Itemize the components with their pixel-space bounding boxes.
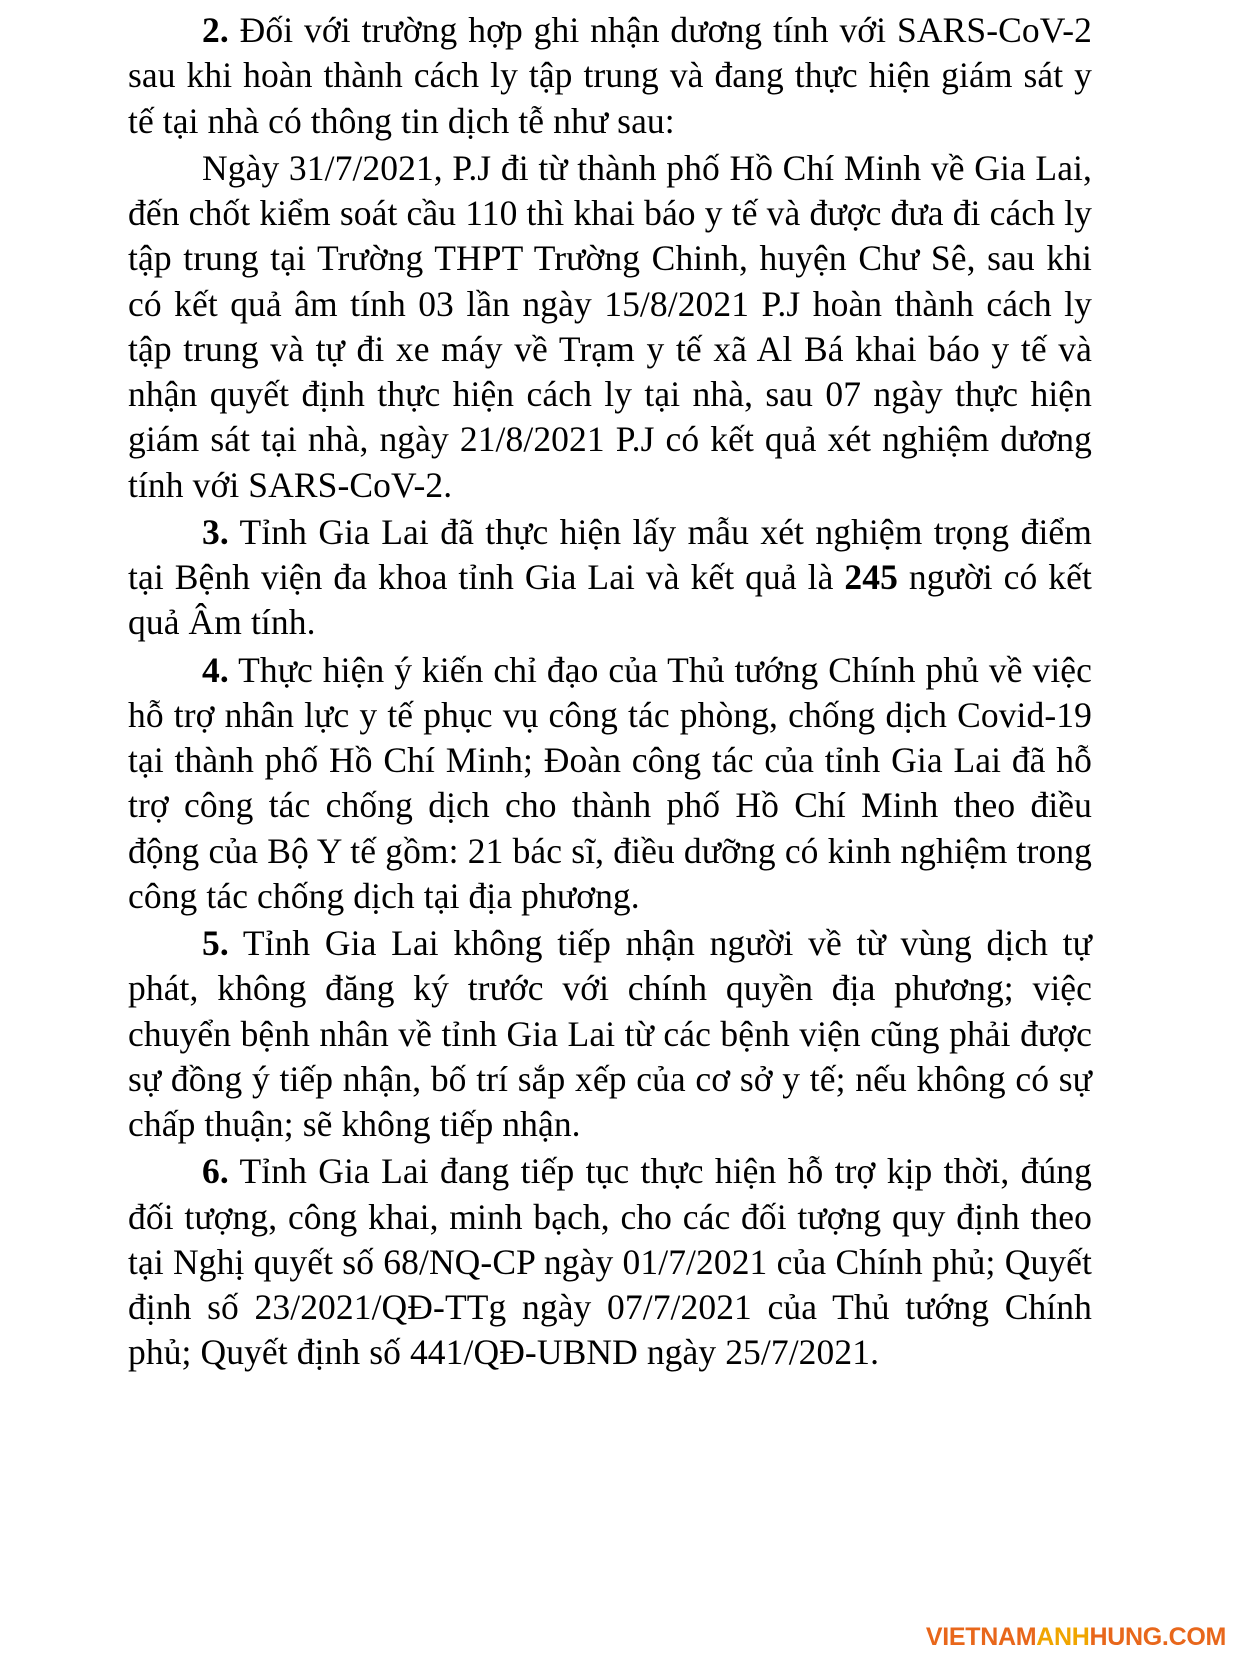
watermark	[926, 1623, 1226, 1652]
paragraph-3	[128, 510, 1092, 646]
paragraph-2-text: Đối với trường hợp ghi nhận dương tính với SARS-CoV-2 sau khi hoàn thành cách ly tập trung và đang thực hiện giám sát y tế tại nhà có thông tin dịch tễ như sau:	[128, 10, 1092, 141]
paragraph-case-detail-text: Ngày 31/7/2021, P.J đi từ thành phố Hồ Chí Minh về Gia Lai, đến chốt kiểm soát cầu 110 thì khai báo y tế và được đưa đi cách ly tập trung tại Trường THPT Trường Chinh, huyện Chư Sê, sau khi có kết quả âm tính 03 lần ngày 15/8/2021 P.J hoàn thành cách ly tập trung và tự đi xe máy về Trạm y tế xã Al Bá khai báo y tế và nhận quyết định thực hiện cách ly tại nhà, sau 07 ngày thực hiện giám sát tại nhà, ngày 21/8/2021 P.J có kết quả xét nghiệm dương tính với SARS-CoV-2.	[128, 147, 1092, 505]
paragraph-3-count: 245	[844, 557, 898, 597]
watermark-part-2: ANH	[1036, 1623, 1090, 1651]
paragraph-6	[128, 1149, 1092, 1375]
paragraph-6-text: Tỉnh Gia Lai đang tiếp tục thực hiện hỗ trợ kịp thời, đúng đối tượng, công khai, minh bạch, cho các đối tượng quy định theo tại Nghị quyết số 68/NQ-CP ngày 01/7/2021 của Chính phủ; Quyết định số 23/2021/QĐ-TTg ngày 07/7/2021 của Thủ tướng Chính phủ; Quyết định số 441/QĐ-UBND ngày 25/7/2021.	[128, 1151, 1092, 1373]
paragraph-3-text: Tỉnh Gia Lai đã thực hiện lấy mẫu xét nghiệm trọng điểm tại Bệnh viện đa khoa tỉnh Gia Lai và kết quả là	[128, 511, 1092, 597]
paragraph-6-number: 6.	[202, 1151, 229, 1192]
paragraph-3-text-after: người có kết quả Âm tính.	[128, 557, 1092, 643]
paragraph-4-number: 4.	[202, 649, 229, 690]
paragraph-5	[128, 921, 1092, 1147]
paragraph-5-text: Tỉnh Gia Lai không tiếp nhận người về từ vùng dịch tự phát, không đăng ký trước với chính quyền địa phương; việc chuyển bệnh nhân về tỉnh Gia Lai từ các bệnh viện cũng phải được sự đồng ý tiếp nhận, bố trí sắp xếp của cơ sở y tế; nếu không có sự chấp thuận; sẽ không tiếp nhận.	[128, 923, 1092, 1144]
paragraph-4	[128, 648, 1092, 920]
watermark-part-3: HUNG.COM	[1089, 1623, 1226, 1651]
watermark-part-1: VIETNAM	[925, 1623, 1037, 1651]
paragraph-4-text: Thực hiện ý kiến chỉ đạo của Thủ tướng Chính phủ về việc hỗ trợ nhân lực y tế phục vụ công tác phòng, chống dịch Covid-19 tại thành phố Hồ Chí Minh; Đoàn công tác của tỉnh Gia Lai đã hỗ trợ công tác chống dịch cho thành phố Hồ Chí Minh theo điều động của Bộ Y tế gồm: 21 bác sĩ, điều dưỡng có kinh nghiệm trong công tác chống dịch tại địa phương.	[128, 649, 1092, 916]
paragraph-2	[128, 8, 1092, 144]
paragraph-2-number: 2.	[202, 10, 229, 50]
paragraph-5-number: 5.	[202, 923, 229, 963]
paragraph-3-number: 3.	[202, 511, 229, 552]
paragraph-case-detail	[128, 146, 1092, 508]
